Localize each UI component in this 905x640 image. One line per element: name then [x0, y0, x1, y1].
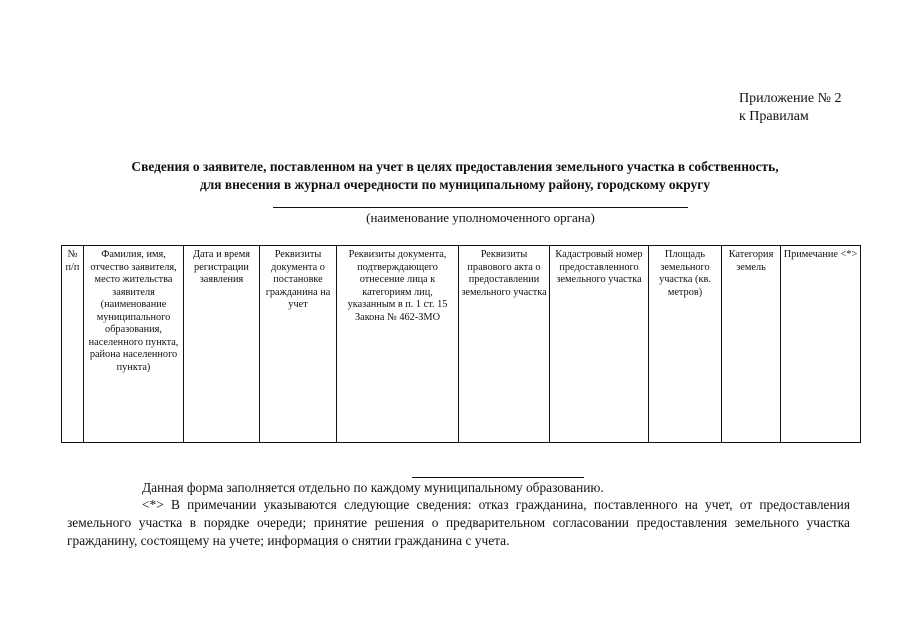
document-title [60, 158, 850, 194]
appendix-reference: к Правилам [739, 109, 809, 124]
col-header-applicant: Фамилия, имя, отчество заявителя, место жительства заявителя (наименование муниципального образования, населенного пункта, района населенного пункта) [84, 246, 184, 443]
col-header-area: Площадь земельного участка (кв. метров) [649, 246, 722, 443]
note-form-usage: Данная форма заполняется отдельно по каждому муниципальному образованию. [142, 480, 604, 495]
register-table [61, 245, 861, 443]
col-header-registration-document: Реквизиты документа о постановке гражданина на учет [260, 246, 337, 443]
col-header-number: № п/п [62, 246, 84, 443]
title-line-2: для внесения в журнал очередности по муниципальному району, городскому округу [199, 177, 711, 192]
col-header-category-document: Реквизиты документа, подтверждающего отнесение лица к категориям лиц, указанным в п. 1 ст. 15 Закона № 462-ЗМО [337, 246, 459, 443]
org-name-underline [273, 207, 688, 208]
appendix-label [739, 90, 842, 126]
table-header-row [62, 246, 861, 443]
col-header-note: Примечание <*> [781, 246, 861, 443]
title-line-1: Сведения о заявителе, поставленном на учет в целях предоставления земельного участка в собственность, [131, 159, 779, 174]
col-header-legal-act: Реквизиты правового акта о предоставлении земельного участка [459, 246, 550, 443]
note-footnote: <*> В примечании указываются следующие сведения: отказ гражданина, поставленного на учет, от предоставления земельного участка в порядке очереди; принятие решения о предварительном согласовании предоставления земельного участка гражданину, состоящему на учете; информация о снятии гражданина с учета. [67, 497, 850, 548]
footnote-separator [412, 477, 584, 478]
col-header-cadastral-number: Кадастровый номер предоставленного земельного участка [550, 246, 649, 443]
org-name-caption: (наименование уполномоченного органа) [366, 210, 595, 225]
appendix-number: Приложение № 2 [739, 91, 842, 106]
col-header-land-category: Категория земель [722, 246, 781, 443]
col-header-registration-date: Дата и время регистрации заявления [184, 246, 260, 443]
